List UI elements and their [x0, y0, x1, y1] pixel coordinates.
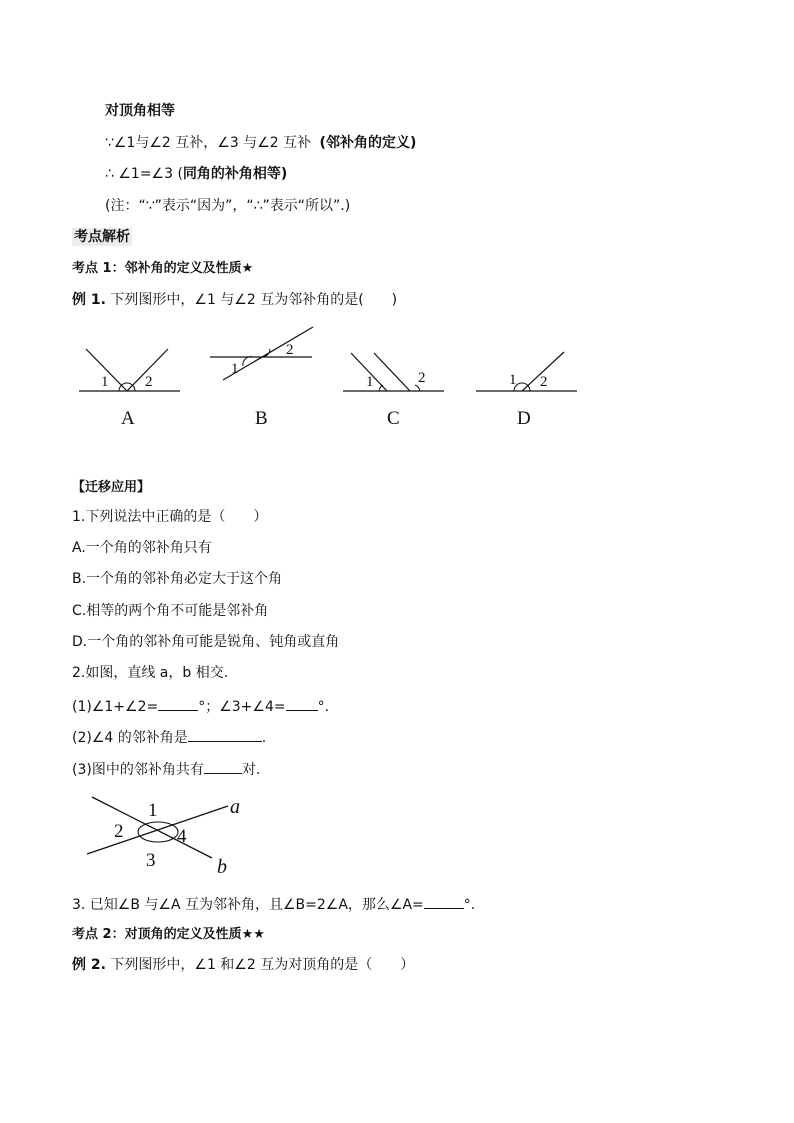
kp2-title: 考点 2：对顶角的定义及性质★★	[72, 927, 265, 942]
intro-line2-text: ∴ ∠1=∠3 (	[105, 166, 183, 182]
figure-d-angle2: 2	[540, 374, 548, 390]
q2-stem: 2.如图，直线 a，b 相交.	[72, 665, 229, 681]
q2-part2-text: (2)∠4 的邻补角是	[72, 730, 188, 746]
figure-a-angle2: 2	[145, 374, 153, 390]
q3	[72, 894, 475, 914]
line-b-label: b	[217, 856, 227, 878]
figure-b-letter: B	[255, 408, 268, 429]
figure-a-angle1: 1	[101, 374, 109, 390]
figure-c-letter: C	[387, 408, 400, 429]
section-title: 考点解析	[74, 229, 130, 245]
example2	[72, 956, 414, 974]
line-a-label: a	[230, 796, 240, 818]
example2-text: 下列图形中，∠1 和∠2 互为对顶角的是（ ）	[105, 957, 415, 973]
q3-blank[interactable]	[424, 894, 464, 909]
angle-4-label: 4	[177, 826, 187, 847]
angle-2-label: 2	[114, 821, 124, 842]
q1-option-c: C.相等的两个角不可能是邻补角	[72, 603, 269, 619]
example1-text: 下列图形中，∠1 与∠2 互为邻补角的是( )	[105, 292, 398, 308]
angle-1-label: 1	[148, 800, 158, 821]
intro-line2-reason: 同角的补角相等)	[182, 166, 288, 182]
figure-d-angle1: 1	[509, 372, 517, 388]
figure-c-angle2: 2	[418, 370, 426, 386]
q1-option-b: B.一个角的邻补角必定大于这个角	[72, 571, 283, 587]
q1-option-a: A.一个角的邻补角只有	[72, 540, 212, 556]
intro-note: (注：“∵”表示“因为”，“∴”表示“所以”.)	[105, 198, 351, 214]
q1-option-d: D.一个角的邻补角可能是锐角、钝角或直角	[72, 634, 340, 650]
q3-end: °.	[463, 897, 476, 913]
example2-label: 例 2.	[72, 957, 106, 973]
figure-b-angle1: 1	[231, 361, 239, 377]
intro-heading: 对顶角相等	[105, 103, 175, 119]
example1-label: 例 1.	[72, 292, 106, 308]
q2-part1-end: °.	[317, 699, 330, 715]
q2-part1-text: (1)∠1+∠2=	[72, 699, 159, 715]
q2-part1-mid: °；∠3+∠4=	[198, 699, 286, 715]
q3-text: 3. 已知∠B 与∠A 互为邻补角，且∠B=2∠A，那么∠A=	[72, 897, 424, 913]
q2-part2-end: .	[261, 730, 267, 746]
q2-part3-text: (3)图中的邻补角共有	[72, 762, 204, 778]
transfer-title: 【迁移应用】	[72, 480, 151, 495]
intro-line1-reason: (邻补角的定义)	[319, 135, 417, 151]
q2-part3-end: 对.	[241, 762, 261, 778]
figure-b-angle2: 2	[286, 342, 294, 358]
figure-d-letter: D	[517, 408, 531, 429]
figure-a-letter: A	[121, 408, 135, 429]
angle-3-label: 3	[146, 850, 156, 871]
figure-c-angle1: 1	[366, 374, 374, 390]
kp1-title: 考点 1：邻补角的定义及性质★	[72, 261, 254, 276]
q1-stem: 1.下列说法中正确的是（ ）	[72, 509, 268, 525]
intro-line1-text: ∵∠1与∠2 互补，∠3 与∠2 互补	[105, 135, 312, 151]
